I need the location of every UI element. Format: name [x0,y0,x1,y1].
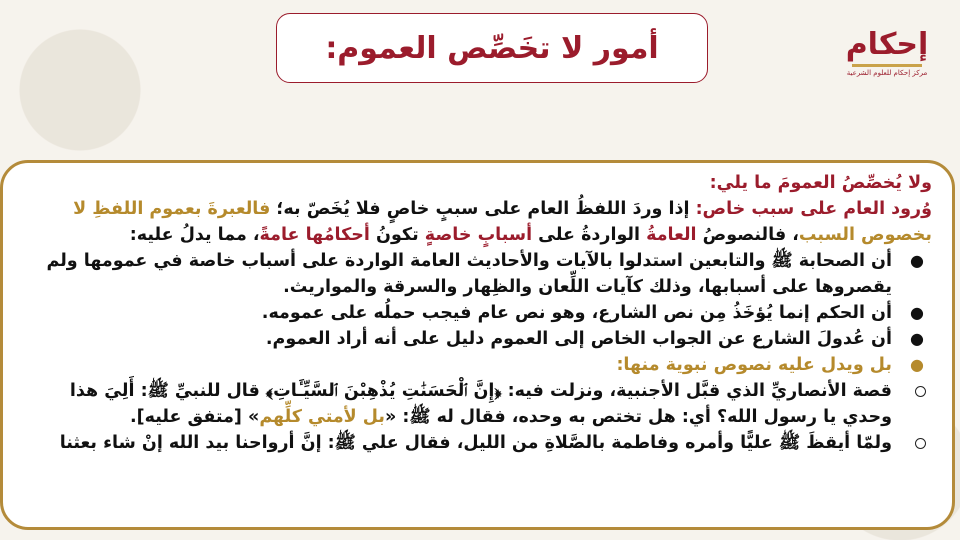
bullet-icon: ● [910,303,924,322]
rule-label: وُرود العام على سبب خاص: [695,199,932,219]
rule-text-5: ، مما يدلُ عليه: [129,225,260,245]
brand-logo [842,28,932,90]
rule-paragraph [20,196,932,248]
list-item [20,300,932,326]
rule-text-1: إذا وردَ اللفظُ العام على سببٍ خاصٍ فلا يُخَصّ به؛ [270,199,696,219]
rule-specific: أسبابٍ خاصةٍ [424,225,533,245]
logo-mark: إحكام [845,27,929,62]
logo-subtitle: مركز إحكام للعلوم الشرعية [846,69,928,77]
evidence-quote: بل لأمتي كلِّهم [259,407,385,427]
bullet-icon: ● [910,329,924,348]
rule-rulings: أحكامُها عامةً [259,225,370,245]
point-text: أن الصحابة ﷺ والتابعين استدلوا بالآيات والأحاديث العامة الواردة على أسباب خاصة في عمومها ولم يقصروها على أسبابها، وذلك كآيات اللِّعان والظِهار والسرقة والمواريث. [46,251,892,297]
bullet-icon: ● [910,251,924,270]
point-text: أن عُدولَ الشارع عن الجواب الخاص إلى العموم دليل على أنه أراد العموم. [265,329,892,349]
bullet-icon: ● [910,355,924,374]
list-item [20,326,932,352]
rule-text-3: الواردةُ على [532,225,647,245]
circle-bullet-icon [915,438,926,449]
intro-heading-text: ولا يُخصِّصُ العمومَ ما يلي: [709,173,932,193]
list-item [20,352,932,378]
point-text: أن الحكم إنما يُؤخَذُ مِن نص الشارع، وهو نص عام فيجب حملُه على عمومه. [261,303,892,323]
evidence-text-1: ولمّا أيقظَ ﷺ عليًّا وأمره وفاطمة بالصَّلاةِ من الليل، فقال علي ﷺ: إنَّ أرواحنا بيد الله إنْ شاء بعثنا [59,433,892,453]
evidence-heading: بل ويدل عليه نصوص نبوية منها: [616,355,892,375]
points-list [20,248,932,456]
content-body [20,170,932,456]
intro-heading [20,170,932,196]
evidence-text-1: قصة الأنصاريِّ الذي قبَّل الأجنبية، ونزلت فيه: ﴿إِنَّ ٱلْحَسَنَٰتِ يُذْهِبْنَ ٱلسَّيِّـَٔاتِ﴾ قال للنبيِّ ﷺ: أَلِيَ هذا وحدي يا رسول الله؟ أي: هل تختص به وحده، فقال له ﷺ: « [69,381,892,427]
evidence-text-2: » [متفق عليه]. [129,407,260,427]
rule-quote: فالعبرةَ بعموم اللفظِ لا بخصوص السبب [73,199,932,245]
rule-text-2: ، فالنصوصُ [696,225,799,245]
page-title: أمور لا تخَصِّص العموم: [325,30,659,66]
list-item [20,430,932,456]
rule-general: العامةُ [646,225,697,245]
list-item [20,378,932,430]
logo-divider [852,64,922,67]
list-item [20,248,932,300]
circle-bullet-icon [915,386,926,397]
title-box [276,13,708,83]
rule-text-4: تكونُ [369,225,425,245]
